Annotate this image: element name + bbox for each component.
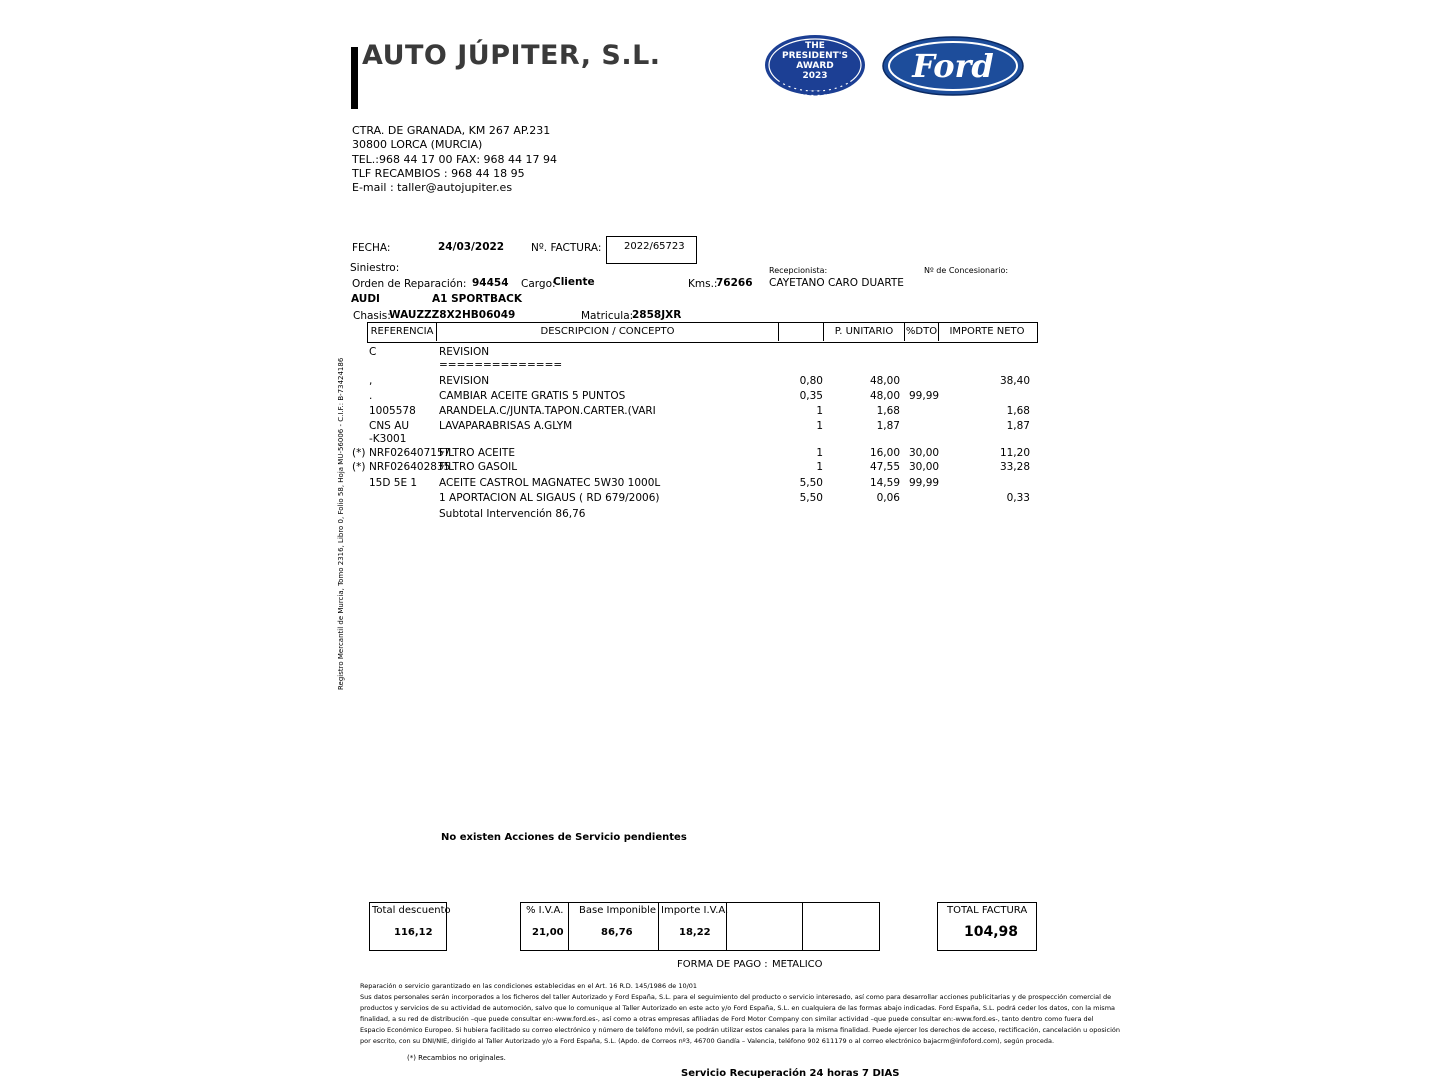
row-pu: 1,87 <box>876 420 900 432</box>
legal-line: Sus datos personales serán incorporados a los ficheros del taller Autorizado y Ford España, S.L. para el seguimiento del producto o servicio interesado, así como para desarrollar acciones publicitarias y de prospección comercial de <box>360 993 1112 1001</box>
recepcionista-value: CAYETANO CARO DUARTE <box>769 277 904 289</box>
row-ref: , <box>369 375 373 387</box>
row-qty: 1 <box>816 420 823 432</box>
matricula-label: Matricula: <box>581 310 634 322</box>
address-line: E-mail : taller@autojupiter.es <box>352 181 513 195</box>
row-desc: REVISION <box>439 375 490 387</box>
legal-line: finalidad, a su red de distribución –que puede consultar en:-www.ford.es-, así como a otras empresas afiliadas de Ford Motor Company con similar actividad –que puede consultar en:-www.ford.es-, tanto dentro como fuera del <box>360 1015 1094 1023</box>
row-desc: ============== <box>439 359 563 371</box>
divider <box>568 903 569 950</box>
row-qty: 1 <box>816 447 823 459</box>
row-ref: C <box>369 346 377 358</box>
company-name: AUTO JÚPITER, S.L. <box>362 40 661 71</box>
row-desc: ACEITE CASTROL MAGNATEC 5W30 1000L <box>439 477 661 489</box>
row-imp: 0,33 <box>1006 492 1030 504</box>
row-pu: 14,59 <box>869 477 900 489</box>
row-ref: 1005578 <box>369 405 416 417</box>
descuento-label: Total descuento <box>372 905 451 916</box>
row-imp: 33,28 <box>999 461 1030 473</box>
kms-label: Kms.: <box>688 278 718 290</box>
footnote: (*) Recambios no originales. <box>407 1054 506 1062</box>
row-qty: 0,80 <box>799 375 823 387</box>
vehicle-make: AUDI <box>351 293 380 305</box>
company-bar <box>351 47 358 109</box>
col-referencia: REFERENCIA <box>368 323 437 341</box>
row-qty: 5,50 <box>799 477 823 489</box>
row-imp: 1,87 <box>1006 420 1030 432</box>
row-dto: 99,99 <box>909 477 940 489</box>
col-cantidad <box>779 323 824 341</box>
orden-label: Orden de Reparación: <box>352 278 467 290</box>
address-line: CTRA. DE GRANADA, KM 267 AP.231 <box>352 124 551 137</box>
row-pu: 48,00 <box>869 375 900 387</box>
divider <box>802 903 803 950</box>
total-factura-value: 104,98 <box>964 924 1019 940</box>
award-line-4: 2023 <box>802 71 828 81</box>
descuento-box <box>369 902 451 951</box>
row-pu: 1,68 <box>876 405 900 417</box>
iva-pct-value: 21,00 <box>532 927 564 938</box>
descuento-value: 116,12 <box>394 927 433 938</box>
chasis-value: WAUZZZ8X2HB06049 <box>389 309 516 321</box>
row-ref: NRF026407157 <box>369 447 451 459</box>
row-qty: 0,35 <box>799 390 823 402</box>
row-pu: 47,55 <box>869 461 900 473</box>
row-desc: ARANDELA.C/JUNTA.TAPON.CARTER.(VARI <box>439 405 656 417</box>
row-desc: REVISION <box>439 346 490 358</box>
row-ref: 15D 5E 1 <box>369 477 418 489</box>
row-ref: . <box>369 390 373 402</box>
iva-box <box>520 902 880 951</box>
total-factura-box <box>937 902 1037 951</box>
ford-logo <box>882 36 1024 96</box>
row-mark: (*) <box>352 461 366 473</box>
col-precio-unitario: P. UNITARIO <box>824 323 905 341</box>
row-pu: 0,06 <box>876 492 900 504</box>
row-imp: 38,40 <box>999 375 1030 387</box>
col-descripcion: DESCRIPCION / CONCEPTO <box>437 323 779 341</box>
total-factura-label: TOTAL FACTURA <box>947 905 1028 916</box>
siniestro-label: Siniestro: <box>350 262 400 274</box>
row-desc: CAMBIAR ACEITE GRATIS 5 PUNTOS <box>439 390 626 402</box>
service-line: Servicio Recuperación 24 horas 7 DIAS <box>681 1068 900 1079</box>
pending-note: No existen Acciones de Servicio pendientes <box>441 832 687 843</box>
row-ref: NRF026402835 <box>369 461 451 473</box>
payment-value: METALICO <box>772 959 823 970</box>
address-line: TEL.:968 44 17 00 FAX: 968 44 17 94 <box>352 152 558 166</box>
legal-line: por escrito, con su DNI/NIE, dirigido al Taller Autorizado y/o a Ford España, S.L. (Apdo. de Correos nº3, 46700 Gandía – Valencia, teléfono 902 611179 o al correo electrónico bajacrm@infoford.com), según proceda. <box>360 1037 1055 1045</box>
factura-value: 2022/65723 <box>624 241 685 252</box>
row-desc: Subtotal Intervención 86,76 <box>439 508 586 520</box>
concesionario-label: Nº de Concesionario: <box>924 266 1009 275</box>
matricula-value: 2858JXR <box>632 309 682 321</box>
orden-value: 94454 <box>472 277 509 289</box>
row-ref: CNS AU <box>369 420 410 432</box>
legal-line: Reparación o servicio garantizado en las condiciones establecidas en el Art. 16 R.D. 145/1986 de 10/01 <box>360 982 698 990</box>
row-ref: -K3001 <box>369 433 407 445</box>
ford-wordmark: Ford <box>912 47 994 85</box>
address-line: 30800 LORCA (MURCIA) <box>352 138 483 152</box>
cargo-label: Cargo: <box>521 278 556 290</box>
row-desc: FILTRO GASOIL <box>439 461 518 473</box>
row-dto: 99,99 <box>909 390 940 402</box>
importe-iva-value: 18,22 <box>679 927 711 938</box>
base-label: Base Imponible <box>579 905 657 916</box>
recepcionista-label: Recepcionista: <box>769 266 828 275</box>
address-line: TLF RECAMBIOS : 968 44 18 95 <box>352 166 525 180</box>
presidents-award-logo <box>760 33 870 103</box>
base-value: 86,76 <box>601 927 633 938</box>
award-line-3: AWARD <box>796 61 834 71</box>
legal-line: productos y servicios de su actividad de automoción, salvo que lo comunique al Taller Autorizado en este acto y/o Ford España, S.L. en cualquiera de las formas abajo indicadas. Ford España, S.L. podrá ceder los datos, con la misma <box>360 1004 1116 1012</box>
chasis-label: Chasis: <box>353 310 391 322</box>
row-qty: 5,50 <box>799 492 823 504</box>
award-line-1: THE <box>805 41 825 51</box>
legal-line: Espacio Económico Europeo. Si hubiera facilitado su correo electrónico y número de teléfono móvil, se podrán utilizar estos canales para la misma finalidad. Puede ejercer los derechos de acceso, rectificación, cancelación u oposición <box>360 1026 1121 1034</box>
row-pu: 48,00 <box>869 390 900 402</box>
factura-box <box>606 236 697 264</box>
award-line-2: PRESIDENT'S <box>781 51 849 61</box>
company-address <box>352 124 557 195</box>
row-desc: FILTRO ACEITE <box>439 447 515 459</box>
divider <box>658 903 659 950</box>
row-dto: 30,00 <box>909 461 940 473</box>
payment-label: FORMA DE PAGO : <box>677 959 768 970</box>
importe-iva-label: Importe I.V.A. <box>661 905 729 916</box>
iva-pct-label: % I.V.A. <box>526 905 564 916</box>
col-dto: %DTO <box>905 323 939 341</box>
fecha-value: 24/03/2022 <box>438 241 505 253</box>
row-imp: 11,20 <box>999 447 1030 459</box>
col-importe-neto: IMPORTE NETO <box>949 326 1025 337</box>
factura-label: Nº. FACTURA: <box>531 242 602 254</box>
cargo-value: Cliente <box>553 276 595 288</box>
row-imp: 1,68 <box>1006 405 1030 417</box>
row-dto: 30,00 <box>909 447 940 459</box>
vehicle-model: A1 SPORTBACK <box>432 293 523 305</box>
row-pu: 16,00 <box>869 447 900 459</box>
row-desc: 1 APORTACION AL SIGAUS ( RD 679/2006) <box>439 492 660 504</box>
row-desc: LAVAPARABRISAS A.GLYM <box>439 420 573 432</box>
row-mark: (*) <box>352 447 366 459</box>
fecha-label: FECHA: <box>352 242 391 254</box>
row-qty: 1 <box>816 405 823 417</box>
legal-text <box>360 981 1121 1047</box>
row-qty: 1 <box>816 461 823 473</box>
registry-text: Registro Mercantil de Murcia, Tomo 2316, Libro 0, Folio 58, Hoja MU-56006 - C.I.F.: B-73424186 <box>337 357 345 690</box>
kms-value: 76266 <box>716 277 753 289</box>
